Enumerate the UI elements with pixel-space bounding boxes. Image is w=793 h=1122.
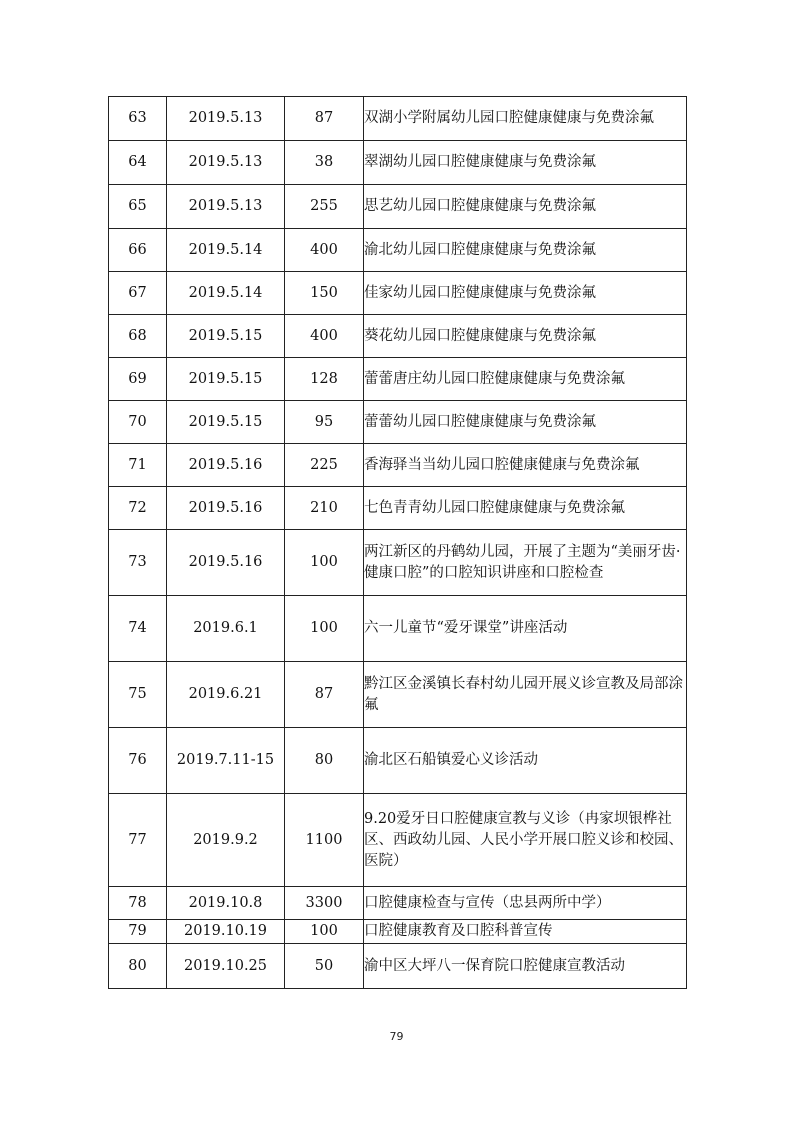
row-number-cell: 77	[109, 794, 167, 887]
row-number-cell: 63	[109, 97, 167, 141]
participant-count-cell: 1100	[285, 794, 364, 887]
table-row	[109, 97, 687, 141]
date-cell: 2019.5.16	[167, 530, 285, 596]
activity-description-cell: 渝中区大坪八一保育院口腔健康宣教活动	[364, 944, 687, 989]
date-cell: 2019.6.21	[167, 662, 285, 728]
table-row	[109, 141, 687, 185]
activity-description-cell: 渝北幼儿园口腔健康健康与免费涂氟	[364, 229, 687, 272]
participant-count-cell: 87	[285, 97, 364, 141]
date-cell: 2019.10.8	[167, 887, 285, 920]
date-cell: 2019.5.13	[167, 97, 285, 141]
activity-description-cell: 黔江区金溪镇长春村幼儿园开展义诊宣教及局部涂氟	[364, 662, 687, 728]
table-row	[109, 530, 687, 596]
row-number-cell: 80	[109, 944, 167, 989]
date-cell: 2019.5.16	[167, 444, 285, 487]
participant-count-cell: 38	[285, 141, 364, 185]
row-number-cell: 70	[109, 401, 167, 444]
participant-count-cell: 87	[285, 662, 364, 728]
date-cell: 2019.5.14	[167, 229, 285, 272]
activity-description-cell: 蕾蕾唐庄幼儿园口腔健康健康与免费涂氟	[364, 358, 687, 401]
participant-count-cell: 225	[285, 444, 364, 487]
participant-count-cell: 100	[285, 530, 364, 596]
date-cell: 2019.9.2	[167, 794, 285, 887]
date-cell: 2019.5.13	[167, 141, 285, 185]
row-number-cell: 73	[109, 530, 167, 596]
participant-count-cell: 400	[285, 229, 364, 272]
table-row	[109, 794, 687, 887]
activity-description-cell: 9.20爱牙日口腔健康宣教与义诊（冉家坝银桦社区、西政幼儿园、人民小学开展口腔义诊和校园、医院）	[364, 794, 687, 887]
row-number-cell: 79	[109, 920, 167, 944]
table-row	[109, 401, 687, 444]
row-number-cell: 67	[109, 272, 167, 315]
table-row	[109, 229, 687, 272]
participant-count-cell: 150	[285, 272, 364, 315]
participant-count-cell: 80	[285, 728, 364, 794]
table-row	[109, 887, 687, 920]
activity-description-cell: 翠湖幼儿园口腔健康健康与免费涂氟	[364, 141, 687, 185]
activity-description-cell: 佳家幼儿园口腔健康健康与免费涂氟	[364, 272, 687, 315]
records-table-body	[109, 97, 687, 989]
activity-description-cell: 两江新区的丹鹤幼儿园，开展了主题为“美丽牙齿·健康口腔”的口腔知识讲座和口腔检查	[364, 530, 687, 596]
row-number-cell: 66	[109, 229, 167, 272]
activity-description-cell: 双湖小学附属幼儿园口腔健康健康与免费涂氟	[364, 97, 687, 141]
table-row	[109, 920, 687, 944]
participant-count-cell: 210	[285, 487, 364, 530]
activity-description-cell: 七色青青幼儿园口腔健康健康与免费涂氟	[364, 487, 687, 530]
date-cell: 2019.5.14	[167, 272, 285, 315]
participant-count-cell: 100	[285, 596, 364, 662]
activity-description-cell: 蕾蕾幼儿园口腔健康健康与免费涂氟	[364, 401, 687, 444]
row-number-cell: 64	[109, 141, 167, 185]
row-number-cell: 74	[109, 596, 167, 662]
date-cell: 2019.5.13	[167, 185, 285, 229]
activity-description-cell: 六一儿童节“爱牙课堂”讲座活动	[364, 596, 687, 662]
participant-count-cell: 100	[285, 920, 364, 944]
table-row	[109, 315, 687, 358]
date-cell: 2019.5.15	[167, 358, 285, 401]
table-row	[109, 944, 687, 989]
row-number-cell: 71	[109, 444, 167, 487]
table-row	[109, 272, 687, 315]
participant-count-cell: 3300	[285, 887, 364, 920]
activity-description-cell: 口腔健康检查与宣传（忠县两所中学）	[364, 887, 687, 920]
row-number-cell: 76	[109, 728, 167, 794]
row-number-cell: 72	[109, 487, 167, 530]
table-row	[109, 185, 687, 229]
activity-description-cell: 香海驿当当幼儿园口腔健康健康与免费涂氟	[364, 444, 687, 487]
activity-description-cell: 思艺幼儿园口腔健康健康与免费涂氟	[364, 185, 687, 229]
date-cell: 2019.5.15	[167, 315, 285, 358]
row-number-cell: 78	[109, 887, 167, 920]
participant-count-cell: 95	[285, 401, 364, 444]
date-cell: 2019.5.16	[167, 487, 285, 530]
date-cell: 2019.7.11-15	[167, 728, 285, 794]
participant-count-cell: 400	[285, 315, 364, 358]
activity-description-cell: 口腔健康教育及口腔科普宣传	[364, 920, 687, 944]
participant-count-cell: 50	[285, 944, 364, 989]
table-row	[109, 358, 687, 401]
page-number: 79	[389, 1030, 404, 1043]
row-number-cell: 75	[109, 662, 167, 728]
table-row	[109, 662, 687, 728]
table-row	[109, 444, 687, 487]
date-cell: 2019.5.15	[167, 401, 285, 444]
activity-description-cell: 葵花幼儿园口腔健康健康与免费涂氟	[364, 315, 687, 358]
participant-count-cell: 255	[285, 185, 364, 229]
table-row	[109, 596, 687, 662]
date-cell: 2019.6.1	[167, 596, 285, 662]
date-cell: 2019.10.19	[167, 920, 285, 944]
row-number-cell: 65	[109, 185, 167, 229]
participant-count-cell: 128	[285, 358, 364, 401]
row-number-cell: 68	[109, 315, 167, 358]
date-cell: 2019.10.25	[167, 944, 285, 989]
table-row	[109, 487, 687, 530]
activity-description-cell: 渝北区石船镇爱心义诊活动	[364, 728, 687, 794]
records-table	[108, 96, 687, 989]
row-number-cell: 69	[109, 358, 167, 401]
table-row	[109, 728, 687, 794]
